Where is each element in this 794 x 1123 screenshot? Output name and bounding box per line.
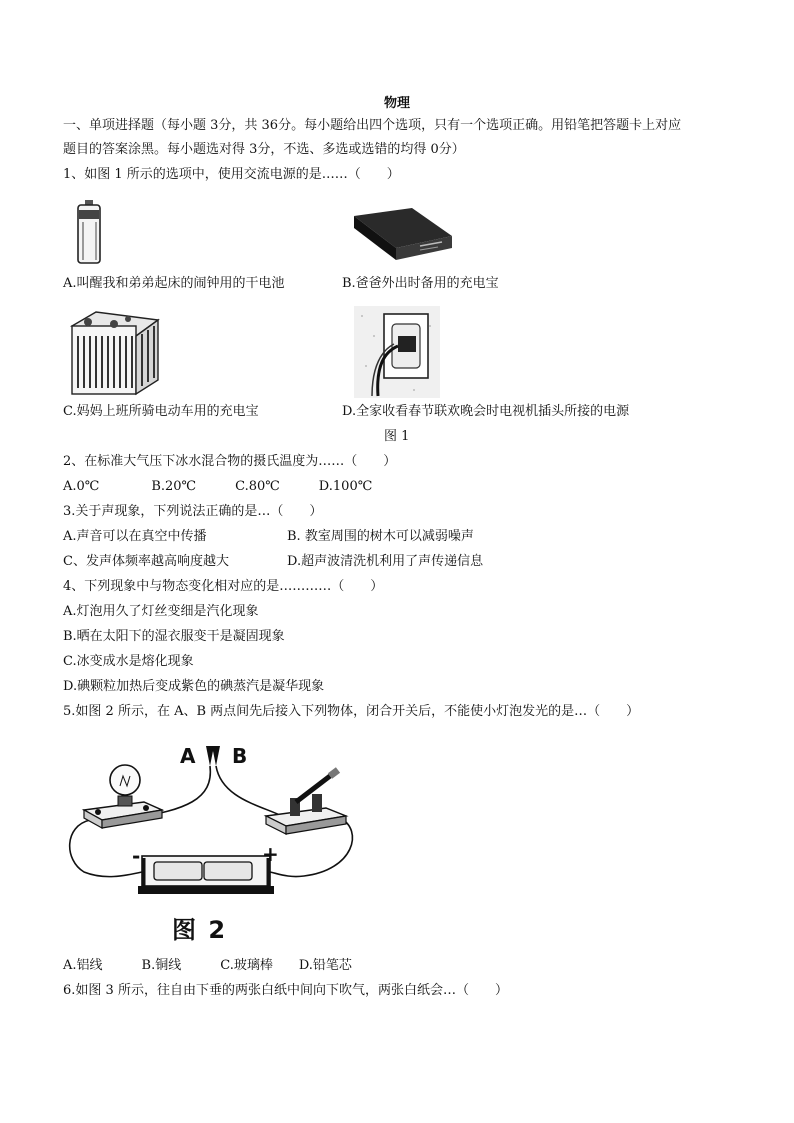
question-2-options: A.0℃ B.20℃ C.80℃ D.100℃ — [63, 479, 373, 494]
question-4-option-d: D.碘颗粒加热后变成紫色的碘蒸汽是凝华现象 — [63, 679, 325, 694]
terminal-b-label: B — [232, 744, 248, 768]
circuit-diagram — [64, 740, 356, 946]
page-title: 物理 — [383, 96, 410, 111]
section-instructions-line2: 题目的答案涂黑。每小题选对得 3分，不选、多选或选错的均得 0分） — [63, 142, 465, 157]
question-6-stem: 6.如图 3 所示，往自由下垂的两张白纸中间向下吹气，两张白纸会…（ ） — [63, 983, 508, 998]
question-1-stem: 1、如图 1 所示的选项中，使用交流电源的是……（ ） — [63, 167, 400, 182]
question-4-option-b: B.晒在太阳下的湿衣服变干是凝固现象 — [63, 629, 285, 644]
vehicle-battery-image — [66, 306, 160, 398]
question-3-option-a: A.声音可以在真空中传播 — [63, 529, 207, 544]
figure-1-caption: 图 1 — [384, 429, 410, 444]
power-bank-image — [350, 206, 454, 264]
question-3-option-c: C、发声体频率越高响度越大 — [63, 554, 229, 569]
section-instructions-line1: 一、单项进择题（每小题 3分，共 36分。每小题给出四个选项，只有一个选项正确。用铅笔把答题卡上对应 — [63, 118, 682, 133]
question-4-option-a: A.灯泡用久了灯丝变细是汽化现象 — [63, 604, 259, 619]
question-2-stem: 2、在标准大气压下冰水混合物的摄氏温度为……（ ） — [63, 454, 397, 469]
question-5-stem: 5.如图 2 所示，在 A、B 两点间先后接入下列物体，闭合开关后，不能使小灯泡发光的是…（ ） — [63, 704, 640, 719]
question-4-stem: 4、下列现象中与物态变化相对应的是…………（ ） — [63, 579, 384, 594]
dry-battery-image — [74, 198, 104, 266]
question-3-option-d: D.超声波清洗机利用了声传递信息 — [287, 554, 484, 569]
question-5-options: A.铝线 B.铜线 C.玻璃棒 D.铅笔芯 — [63, 958, 352, 973]
figure-2-caption: 图 2 — [172, 916, 228, 944]
question-3-option-b: B. 教室周围的树木可以减弱噪声 — [287, 529, 474, 544]
question-1-option-b: B.爸爸外出时备用的充电宝 — [342, 276, 499, 291]
negative-terminal-label: - — [132, 844, 141, 868]
positive-terminal-label: + — [262, 842, 279, 866]
wall-socket-image — [354, 306, 440, 398]
question-1-option-a: A.叫醒我和弟弟起床的闹钟用的干电池 — [63, 276, 285, 291]
terminal-a-label: A — [180, 744, 196, 768]
question-4-option-c: C.冰变成水是熔化现象 — [63, 654, 194, 669]
question-3-stem: 3.关于声现象，下列说法正确的是…（ ） — [63, 504, 323, 519]
question-1-option-d: D.全家收看春节联欢晚会时电视机插头所接的电源 — [342, 404, 630, 419]
question-1-option-c: C.妈妈上班所骑电动车用的充电宝 — [63, 404, 259, 419]
